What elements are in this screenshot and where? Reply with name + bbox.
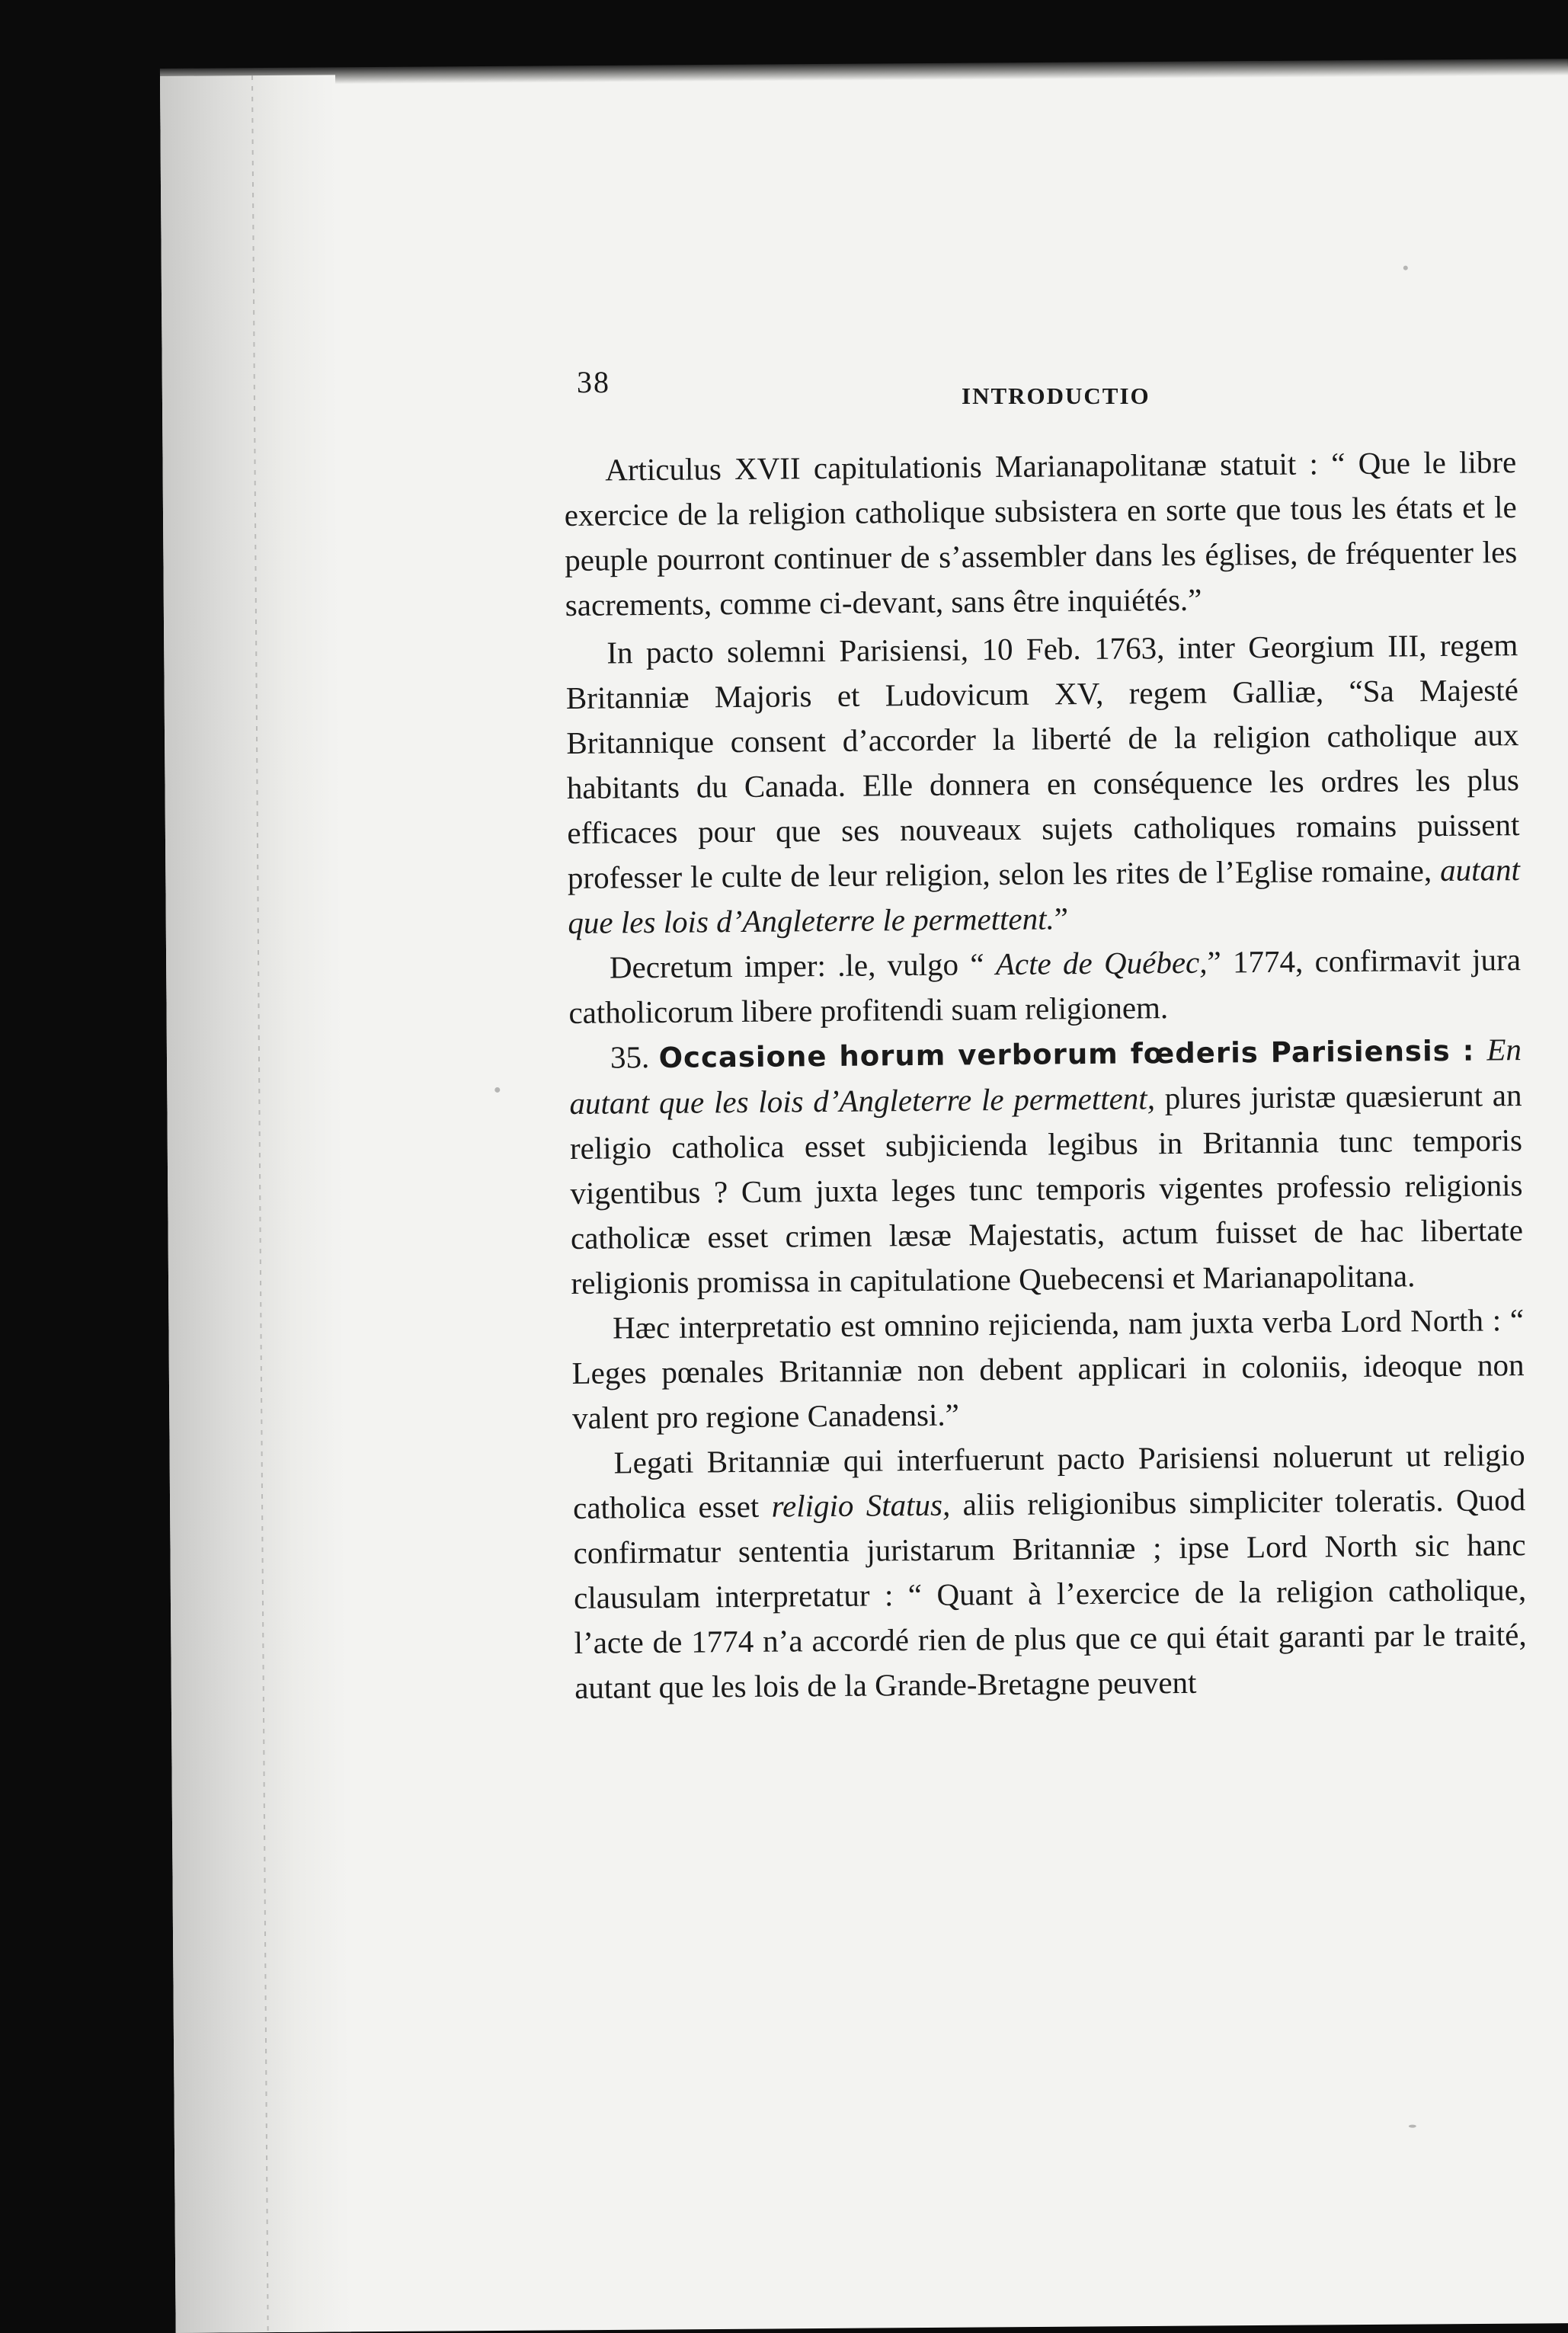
paragraph-text: aliis religionibus simpliciter toleratis. Quod confirmatur sententia juristarum Britanniæ ; ipse Lord North sic hanc clausulam interpretatur : “ Quant à l’exercice de la religion catholique, l’acte de 1774 n’a accordé rien de plus que ce qui était garanti par le traité, autant que les lois de la Grande-Bretagne peuvent xyxy=(573,1482,1527,1705)
paragraph-pacto-parisiensi xyxy=(565,622,1521,946)
paragraph-text: Decretum imper: .le, vulgo “ xyxy=(609,946,997,985)
page-gutter-shadow xyxy=(160,75,351,2333)
paragraph-text: ” xyxy=(1054,901,1069,936)
paragraph-text: plures juristæ quæsierunt an religio catholica esset subjicienda legibus in Britannia tunc temporis vigentibus ? Cum juxta leges tunc temporis vigentes professio religionis catholicæ esset crimen læsæ Majestatis, actum fuisset de hac libertate religionis promissa in capitulatione Quebecensi et Marianapolitana. xyxy=(569,1077,1524,1301)
speck-mark xyxy=(494,1087,500,1093)
paragraph-text: Legati Britanniæ qui interfuerunt pacto Parisiensi noluerunt ut religio catholica esset xyxy=(572,1437,1525,1525)
paragraph-haec-interpretatio: Hæc interpretatio est omnino rejicienda, nam juxta verba Lord North : “ Leges pœnales Britanniæ non debent applicari in coloniis, ideoque non valent pro regione Canadensi.” xyxy=(571,1302,1525,1435)
running-title: INTRODUCTIO xyxy=(962,382,1150,409)
running-head xyxy=(410,297,1507,389)
paragraph-articulus-xvii: Articulus XVII capitulationis Marianapolitanæ statuit : “ Que le libre exercice de la religion catholique subsistera en sorte que tous les états et le peuple pourront continuer de s’assembler dans les églises, de fréquenter les sacrements, comme ci-devant, sans être inquiétés.” xyxy=(564,444,1518,622)
section-heading: Occasione horum verborum fœderis Parisiensis : xyxy=(658,1034,1487,1074)
paragraph-35 xyxy=(569,1027,1524,1306)
italic-quote: En autant que les lois d’Angleterre le permettent, xyxy=(569,1032,1522,1121)
paragraph-legati-britanniae xyxy=(572,1432,1527,1711)
speck-mark xyxy=(1403,266,1408,270)
paragraph-text: ” 1774, confirmavit jura catholicorum libere profitendi suam religionem. xyxy=(568,942,1522,1030)
paragraph-decretum xyxy=(568,937,1522,1035)
italic-quote: autant que les lois d’Angleterre le permettent. xyxy=(568,852,1521,940)
speck-mark xyxy=(1409,2125,1416,2128)
section-number: 35. xyxy=(610,1038,659,1075)
paragraph-text: In pacto solemni Parisiensi, 10 Feb. 1763, inter Georgium III, regem Britanniæ Majoris et Ludovicum XV, regem Galliæ, “Sa Majesté Britannique consent d’accorder la liberté de la religion catholique aux habitants du Canada. Elle donnera en conséquence les ordres les plus efficaces pour que ses nouveaux sujets catholiques romains puissent professer le culte de leur religion, selon les rites de l’Eglise romaine, xyxy=(565,627,1520,895)
page-number: 38 xyxy=(577,365,610,399)
page-top-edge xyxy=(160,59,1568,85)
body-text xyxy=(564,440,1527,1711)
italic-title: Acte de Québec, xyxy=(995,944,1208,982)
italic-term: religio Status, xyxy=(771,1487,951,1524)
text-block xyxy=(410,297,1507,389)
